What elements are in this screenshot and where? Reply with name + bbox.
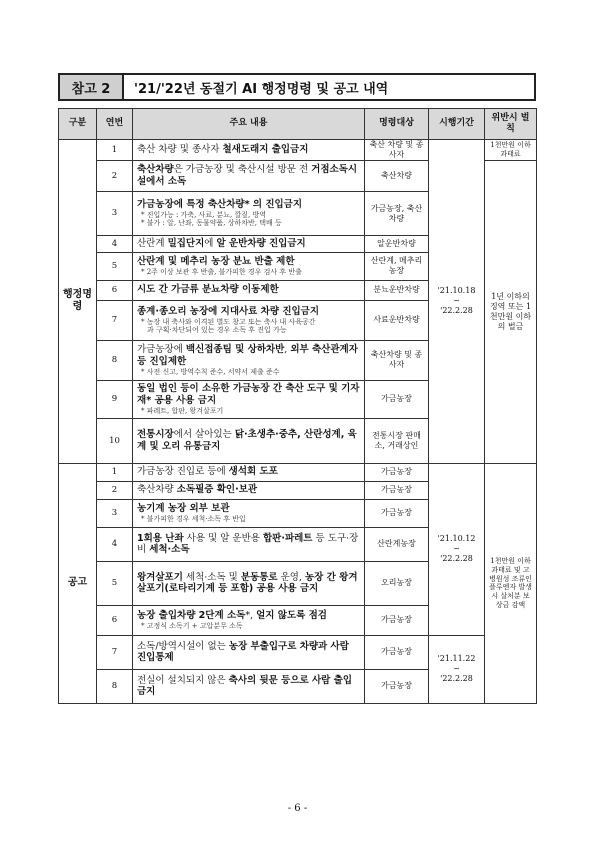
row-content [133, 463, 365, 481]
content-emphasis: 합판·파레트 [262, 532, 313, 544]
row-target: 가금농장 [365, 380, 429, 418]
content-emphasis: 백신접종팀 및 상하차반 [185, 344, 285, 356]
content-emphasis: 농장 간 왕겨살포기(로타리기계 등 포함) 공용 사용 금지 [137, 571, 358, 595]
row-content [133, 561, 365, 605]
content-emphasis: 밀집단지 [167, 238, 205, 249]
row-content [133, 192, 365, 236]
content-emphasis: * 의 진입금지 [244, 198, 303, 210]
row-content [133, 418, 365, 463]
row-number: 4 [97, 236, 133, 253]
content-text: 사용 및 알 운반용 [183, 532, 263, 544]
orders-table [58, 108, 537, 704]
row-number: 1 [97, 140, 133, 161]
row-number: 2 [97, 481, 133, 499]
content-main [137, 484, 360, 496]
header-penalty: 위반시 벌칙 [485, 109, 537, 140]
content-emphasis: 농기계 농장 외부 보관 [137, 503, 230, 515]
row-number: 4 [97, 527, 133, 561]
content-main [137, 256, 360, 268]
content-main [137, 238, 360, 250]
content-text: 전실이 설치되지 않은 [137, 674, 229, 686]
row-number: 6 [97, 280, 133, 300]
content-emphasis: 거점소독시설에서 소독 [137, 164, 358, 187]
content-emphasis: 얼지 않도록 점검 [256, 610, 327, 622]
content-note: * 2주 이상 보관 후 반출, 불가피한 경우 검사 후 반출 [141, 267, 302, 276]
content-text: *, [245, 610, 257, 622]
row-target: 전통시장 판매소, 거래상인 [365, 418, 429, 463]
row-number: 9 [97, 380, 133, 418]
row-content [133, 252, 365, 280]
content-main [137, 429, 360, 453]
content-emphasis: 알 운반차량 진입금지 [216, 238, 306, 249]
table-row [59, 463, 537, 481]
cell-line: '22.2.28 [440, 554, 473, 564]
row-target: 축산차량 [365, 161, 429, 192]
content-main [137, 344, 360, 368]
content-main [137, 144, 360, 156]
content-text: 축산 차량 및 종사자 [137, 144, 223, 156]
row-target: 가금농장 [365, 635, 429, 669]
content-main [137, 466, 360, 478]
content-emphasis: 소독필증 확인·보관 [176, 484, 258, 496]
content-emphasis: 외부 축산관계자 등 진입제한 [137, 344, 358, 367]
row-target: 오리농장 [365, 561, 429, 605]
content-main [137, 641, 360, 665]
content-text: 가금농장에 [137, 344, 186, 356]
row-number: 5 [97, 252, 133, 280]
content-emphasis: 산란계 및 메추리 농장 분뇨 반출 제한 [137, 256, 295, 268]
content-main [137, 383, 360, 407]
notice-period-1 [429, 463, 485, 635]
content-note: * 불가피한 경우 세척·소독 후 반입 [141, 514, 246, 523]
header-content: 주요 내용 [133, 109, 365, 140]
content-emphasis: 생석회 도포 [228, 466, 278, 478]
content-text: 등 도구·장비 [137, 532, 359, 556]
row-content [133, 140, 365, 161]
content-note: * 불가 : 알, 난좌, 동물약품, 상하차반, 택배 등 [141, 219, 282, 228]
cell-line: '21.11.22 [437, 654, 476, 664]
content-text: 에서 살아있는 [173, 429, 235, 440]
row-content [133, 161, 365, 192]
row-content [133, 605, 365, 635]
section-title [58, 73, 536, 101]
row-number: 1 [97, 463, 133, 481]
row-number: 10 [97, 418, 133, 463]
content-emphasis: 가금농장에 특정 축산차량 [137, 198, 245, 210]
content-text: 축산차량 [137, 484, 177, 496]
header-no: 연번 [97, 109, 133, 140]
cell-line: '21.10.12 [437, 534, 476, 544]
content-main [137, 199, 360, 211]
table-body [59, 140, 537, 704]
header-target: 명령대상 [365, 109, 429, 140]
row-target: 축산 차량 및 종사자 [365, 140, 429, 161]
content-main [137, 675, 360, 699]
row-content [133, 300, 365, 340]
content-main [137, 164, 360, 188]
row-number: 3 [97, 499, 133, 527]
admin-penalty-fine: 1천만원 이하 과태료 [485, 140, 537, 161]
content-text: 에 [204, 238, 217, 249]
row-target: 알운반차량 [365, 236, 429, 253]
row-content [133, 499, 365, 527]
content-emphasis: 분동통로 [240, 571, 278, 583]
cell-line: '22.2.28 [440, 306, 473, 316]
section-heading: '21/'22년 동절기 AI 행정명령 및 공고 내역 [134, 81, 389, 97]
row-content [133, 236, 365, 253]
row-content [133, 481, 365, 499]
row-number: 6 [97, 605, 133, 635]
row-content [133, 280, 365, 300]
content-emphasis: 왕겨살포기 [137, 571, 183, 583]
content-emphasis: 농장 출입차량 2단계 소독 [137, 610, 246, 622]
row-content [133, 527, 365, 561]
row-target: 가금농장 [365, 605, 429, 635]
row-number: 3 [97, 192, 133, 236]
content-emphasis: 농장 부출입구로 차량과 사람 진입통제 [137, 640, 349, 664]
content-emphasis: 철새도래지 출입금지 [222, 144, 309, 156]
content-main [137, 284, 360, 296]
content-main [137, 610, 360, 622]
content-emphasis: 세척·소독 [149, 544, 190, 556]
row-target: 산란계, 메추리 농장 [365, 252, 429, 280]
section-label: 참고 2 [60, 75, 124, 99]
table-row [59, 635, 537, 669]
row-target: 분뇨운반차량 [365, 280, 429, 300]
content-note: * 고정식 소독기 + 고압분무 소독 [141, 621, 243, 630]
row-number: 7 [97, 635, 133, 669]
content-note: * 진입가능 : 가축, 사료, 분뇨, 깔짚, 방역 [141, 210, 267, 219]
content-note: 과 구획·차단되어 있는 경우 소독 후 진입 가능 [147, 326, 287, 335]
notice-period-2 [429, 635, 485, 703]
row-number: 7 [97, 300, 133, 340]
cell-line: ~ [453, 296, 460, 306]
content-main [137, 503, 360, 515]
row-number: 5 [97, 561, 133, 605]
row-number: 8 [97, 340, 133, 380]
notice-penalty: 1천만원 이하 과태료 및 고병원성 조류인플루엔자 발생시 살처분 보상금 감액 [485, 463, 537, 703]
row-number: 8 [97, 669, 133, 703]
group-admin: 행정명령 [59, 140, 97, 464]
content-text: , [284, 344, 291, 356]
content-emphasis: 닭·초생추·중추, 산란성계, 육계 및 오리 유통금지 [137, 429, 357, 452]
row-content [133, 340, 365, 380]
content-emphasis: 1회용 난좌 [137, 532, 184, 544]
row-target: 가금농장 [365, 669, 429, 703]
group-notice: 공고 [59, 463, 97, 703]
content-emphasis: 종계·종오리 농장에 지대사료 차량 진입금지 [137, 305, 320, 317]
cell-line: '21.10.18 [437, 286, 476, 296]
row-content [133, 380, 365, 418]
row-target: 가금농장 [365, 463, 429, 481]
content-emphasis: 축사의 뒷문 등으로 사람 출입금지 [137, 674, 353, 698]
content-emphasis: 전통시장 [137, 429, 174, 440]
row-number: 2 [97, 161, 133, 192]
row-target: 가금농장 [365, 481, 429, 499]
content-emphasis: 동일 법인 등이 소유한 가금농장 간 축산 도구 및 기자재 [137, 383, 360, 406]
content-note: * 파레트, 합판, 왕겨살포기 [141, 406, 224, 415]
page-number: - 6 - [287, 803, 308, 814]
content-text: 은 가금농장 및 축산시설 방문 전 [173, 164, 312, 176]
content-emphasis: 시도 간 가금류 분뇨차량 이동제한 [137, 284, 279, 296]
content-text: 산란계 [137, 238, 168, 249]
cell-line: ~ [453, 664, 460, 674]
content-note: * 농장 내 축사와 이격된 별도 창고 또는 축사 내 사육공간 [141, 317, 316, 326]
row-target: 산란계농장 [365, 527, 429, 561]
header-period: 시행기간 [429, 109, 485, 140]
row-target: 가금농장, 축산차량 [365, 192, 429, 236]
content-text: 운영, [277, 571, 305, 583]
row-content [133, 635, 365, 669]
cell-line: '22.2.28 [440, 674, 473, 684]
content-emphasis: 축산차량 [137, 164, 174, 176]
cell-line: ~ [453, 544, 460, 554]
content-note: * 사전 신고, 방역수칙 준수, 서약서 제출 준수 [141, 367, 280, 376]
content-emphasis: * 공용 사용 금지 [146, 395, 217, 406]
content-main [137, 533, 360, 557]
content-text: 가금농장 진입로 등에 [137, 466, 229, 478]
admin-penalty-prison: 1년 이하의 징역 또는 1천만원 이하의 벌금 [485, 161, 537, 464]
admin-period [429, 140, 485, 464]
content-main [137, 572, 360, 596]
row-target: 가금농장 [365, 499, 429, 527]
table-row [59, 140, 537, 161]
content-text: 소독/방역시설이 없는 [137, 640, 229, 652]
table-header [59, 109, 537, 140]
content-text: 세척·소독 및 [182, 571, 241, 583]
row-content [133, 669, 365, 703]
content-main [137, 306, 360, 318]
header-group: 구분 [59, 109, 97, 140]
row-target: 사료운반차량 [365, 300, 429, 340]
row-target: 축산차량 및 종사자 [365, 340, 429, 380]
